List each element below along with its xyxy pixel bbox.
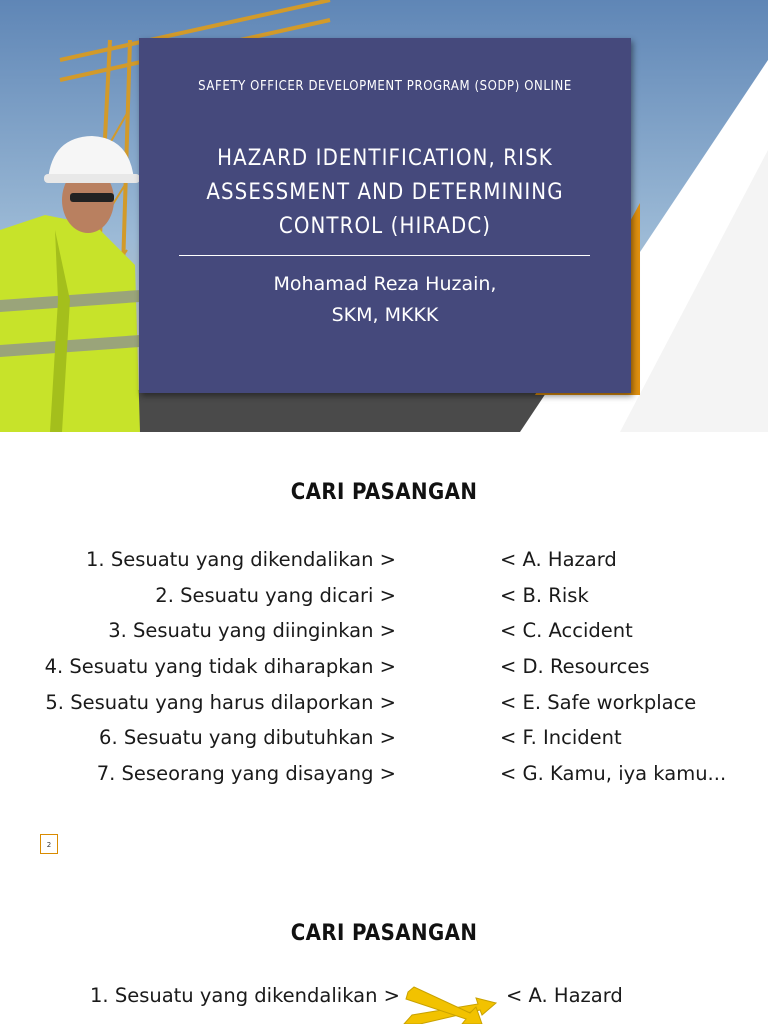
presentation-title: HAZARD IDENTIFICATION, RISK ASSESSMENT AND DETERMINING CONTROL (HIRADC) bbox=[206, 146, 564, 239]
slide-number: 2 bbox=[40, 834, 58, 854]
question-item: 7. Seseorang yang disayang > bbox=[96, 762, 396, 786]
title-slide bbox=[0, 0, 768, 432]
program-name: SAFETY OFFICER DEVELOPMENT PROGRAM (SODP) ONLINE bbox=[198, 79, 572, 94]
author-credentials: SKM, MKKK bbox=[331, 304, 439, 326]
author bbox=[139, 269, 631, 331]
answer-item: < E. Safe workplace bbox=[500, 690, 697, 714]
question-item: 1. Sesuatu yang dikendalikan > bbox=[86, 548, 396, 571]
answer-item: < A. Hazard bbox=[500, 548, 617, 571]
arrow-connector bbox=[404, 987, 496, 1024]
answer-list bbox=[500, 542, 768, 792]
question-item: 2. Sesuatu yang dicari > bbox=[155, 583, 396, 607]
answer-item: < B. Risk bbox=[500, 583, 589, 607]
answer-item: < F. Incident bbox=[500, 726, 622, 750]
answer-item: < D. Resources bbox=[500, 655, 650, 679]
question-item: 5. Sesuatu yang harus dilaporkan > bbox=[45, 690, 396, 714]
question-item: 3. Sesuatu yang diinginkan > bbox=[108, 619, 396, 643]
answer-item: < G. Kamu, iya kamu... bbox=[500, 762, 727, 786]
question-item: 6. Sesuatu yang dibutuhkan > bbox=[99, 726, 396, 750]
question-list bbox=[0, 542, 396, 792]
matching-slide bbox=[0, 432, 768, 865]
title-divider bbox=[179, 255, 590, 256]
matching-answer-slide bbox=[0, 865, 768, 1024]
author-name: Mohamad Reza Huzain, bbox=[273, 273, 497, 295]
slide-heading: CARI PASANGAN bbox=[290, 921, 478, 946]
answer-item: < C. Accident bbox=[500, 619, 633, 643]
question-item: 4. Sesuatu yang tidak diharapkan > bbox=[44, 655, 396, 679]
question-item: 1. Sesuatu yang dikendalikan > bbox=[90, 984, 400, 1007]
matching-arrows bbox=[0, 865, 768, 1024]
answer-item: < A. Hazard bbox=[506, 984, 623, 1007]
slide-heading: CARI PASANGAN bbox=[290, 480, 478, 505]
title-box bbox=[139, 38, 631, 393]
